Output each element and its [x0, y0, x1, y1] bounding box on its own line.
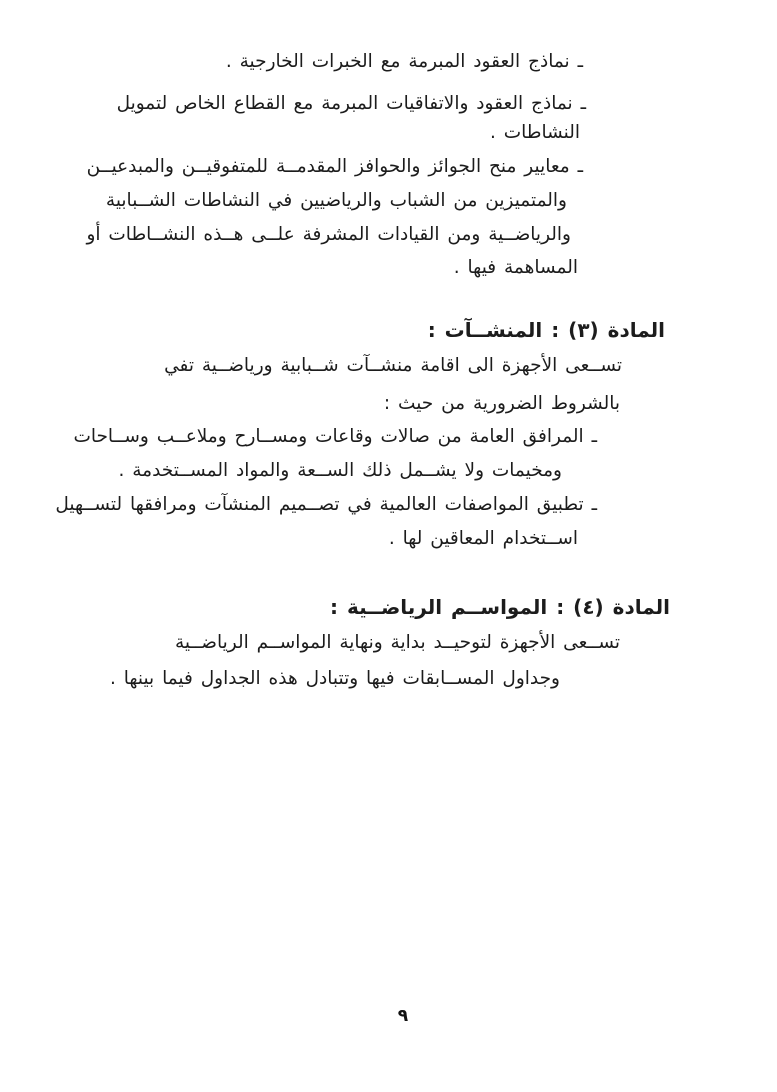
bullet-continuation-leaderships: والرياضــية ومن القيادات المشرفة علــى هــذه النشــاطات أو	[86, 224, 571, 245]
article-3-intro-line-1: تســعى الأجهزة الى اقامة منشــآت شــبابية ورياضــية تفي	[164, 355, 622, 376]
article-3-bullet-facilities: ـ المرافق العامة من صالات وقاعات ومســارح وملاعــب وســاحات	[73, 426, 597, 447]
bullet-item-awards-criteria: ـ معايير منح الجوائز والحوافز المقدمــة للمتفوقيــن والمبدعيــن	[86, 156, 583, 177]
article-4-body-line-1: تســعى الأجهزة لتوحيــد بداية ونهاية المواســم الرياضــية	[174, 632, 620, 653]
bullet-item-contracts-experts: ـ نماذج العقود المبرمة مع الخبرات الخارجية .	[225, 51, 583, 72]
article-3-bullet-specifications: ـ تطبيق المواصفات العالمية في تصــميم المنشآت ومرافقها لتســهيل	[55, 494, 597, 515]
bullet-continuation-youth-athletes: والمتميزين من الشباب والرياضيين في النشاطات الشــبابية	[105, 190, 567, 211]
article-3-bullet-specifications-cont: اســتخدام المعاقين لها .	[388, 528, 578, 549]
article-4-heading: المادة (٤) : المواســم الرياضــية :	[330, 595, 670, 619]
article-3-intro-line-2: بالشروط الضرورية من حيث :	[383, 393, 620, 414]
article-3-heading: المادة (٣) : المنشــآت :	[427, 318, 665, 342]
article-3-bullet-facilities-cont: ومخيمات ولا يشــمل ذلك الســعة والمواد المســتخدمة .	[118, 460, 562, 481]
bullet-continuation-participation: المساهمة فيها .	[453, 257, 578, 278]
bullet-continuation-activities: النشاطات .	[489, 122, 580, 143]
bullet-item-contracts-private-sector: ـ نماذج العقود والاتفاقيات المبرمة مع القطاع الخاص لتمويل	[116, 93, 586, 114]
page-number: ٩	[397, 1006, 409, 1026]
article-4-body-line-2: وجداول المســابقات فيها وتتبادل هذه الجداول فيما بينها .	[109, 668, 560, 689]
